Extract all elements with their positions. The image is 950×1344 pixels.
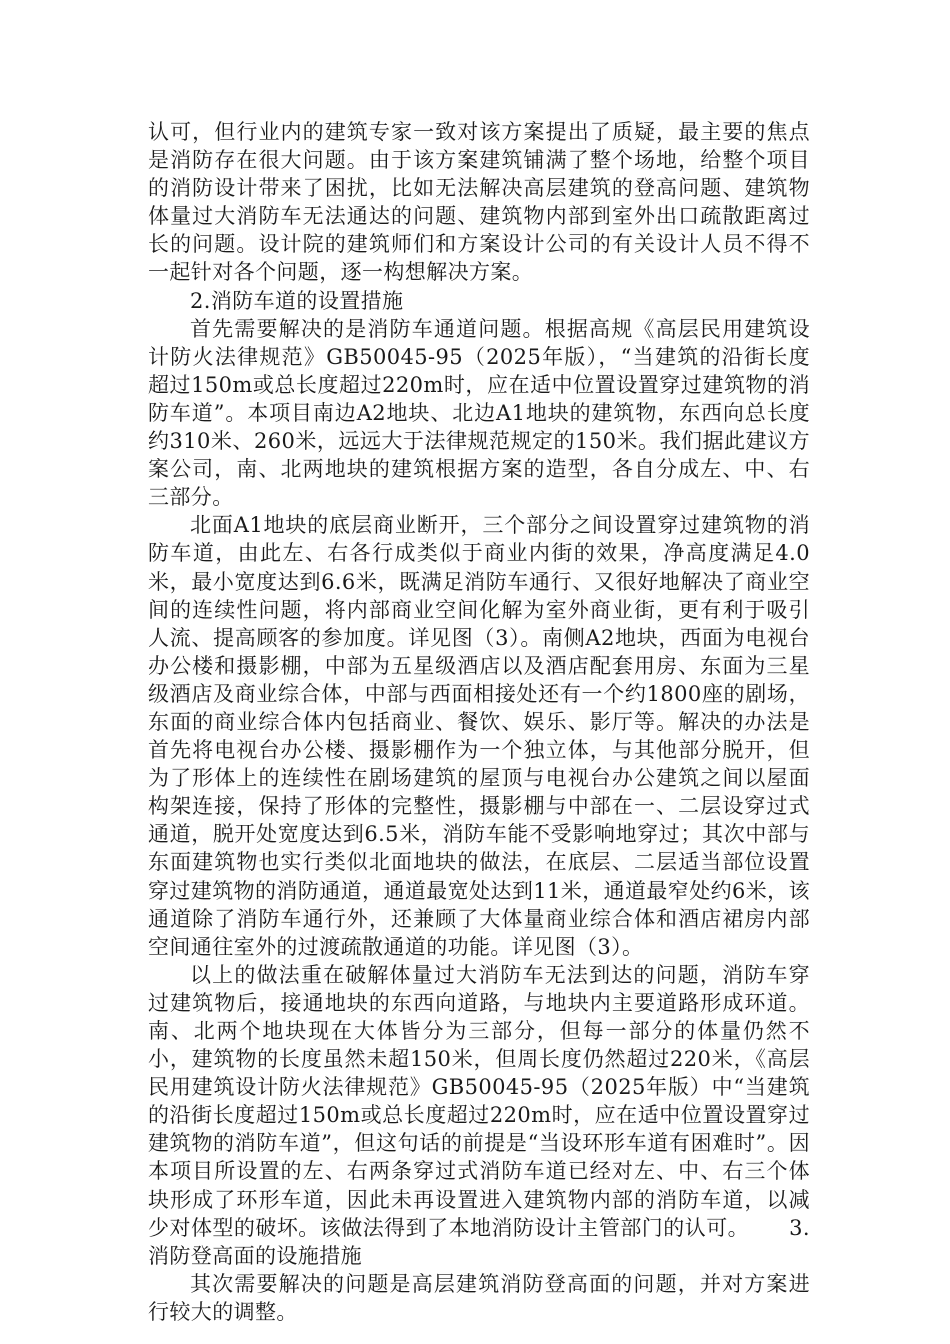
section-heading-fire-lane: 2.消防车道的设置措施 [190,288,404,313]
paragraph-fire-lane-code: 首先需要解决的是消防车通道问题。根据高规《高层民用建筑设计防火法律规范》GB50045-95（2025年版），“当建筑的沿街长度超过150m或总长度超过220m时，应在适中位置设置穿过建筑物的消防车道”。本项目南边A2地块、北边A1地块的建筑物，东西向总长度约310米、260米，远远大于法律规范规定的150米。我们据此建议方案公司，南、北两地块的建筑根据方案的造型，各自分成左、中、右三部分。 [148,316,810,510]
paragraph-north-south-plots: 北面A1地块的底层商业断开，三个部分之间设置穿过建筑物的消防车道，由此左、右各行成类似于商业内街的效果，净高度满足4.0米，最小宽度达到6.6米，既满足消防车通行、又很好地解决了商业空间的连续性问题，将内部商业空间化解为室外商业街，更有利于吸引人流、提高顾客的参加度。详见图（3）。南侧A2地块，西面为电视台办公楼和摄影棚，中部为五星级酒店以及酒店配套用房、东面为三星级酒店及商业综合体，中部与西面相接处还有一个约1800座的剧场，东面的商业综合体内包括商业、餐饮、娱乐、影厅等。解决的办法是首先将电视台办公楼、摄影棚作为一个独立体，与其他部分脱开，但为了形体上的连续性在剧场建筑的屋顶与电视台办公建筑之间以屋面构架连接，保持了形体的完整性，摄影棚与中部在一、二层设穿过式通道，脱开处宽度达到6.5米，消防车能不受影响地穿过；其次中部与东面建筑物也实行类似北面地块的做法，在底层、二层适当部位设置穿过建筑物的消防通道，通道最宽处达到11米，通道最窄处约6米，该通道除了消防车通行外，还兼顾了大体量商业综合体和酒店裙房内部空间通往室外的过渡疏散通道的功能。详见图（3）。 [148,513,810,959]
paragraph-climbing-face: 其次需要解决的问题是高层建筑消防登高面的问题，并对方案进行较大的调整。 [148,1271,810,1324]
section-heading-climbing-face: 3.消防登高面的设施措施 [148,1215,810,1268]
body-text [148,118,810,1326]
paragraph-intro: 认可，但行业内的建筑专家一致对该方案提出了质疑，最主要的焦点是消防存在很大问题。由于该方案建筑铺满了整个场地，给整个项目的消防设计带来了困扰，比如无法解决高层建筑的登高问题、建筑物体量过大消防车无法通达的问题、建筑物内部到室外出口疏散距离过长的问题。设计院的建筑师们和方案设计公司的有关设计人员不得不一起针对各个问题，逐一构想解决方案。 [148,120,810,285]
paragraph-ring-road [148,961,810,1270]
paragraph-ring-road-text: 以上的做法重在破解体量过大消防车无法到达的问题，消防车穿过建筑物后，接通地块的东西向道路，与地块内主要道路形成环道。南、北两个地块现在大体皆分为三部分，但每一部分的体量仍然不小，建筑物的长度虽然未超150米，但周长度仍然超过220米，《高层民用建筑设计防火法律规范》GB50045-95（2025年版）中“当建筑的沿街长度超过150m或总长度超过220m时，应在适中位置设置穿过建筑物的消防车道”，但这句话的前提是“当设环形车道有困难时”。因本项目所设置的左、右两条穿过式消防车道已经对左、中、右三个体块形成了环形车道，因此未再设置进入建筑物内部的消防车道，以减少对体型的破坏。该做法得到了本地消防设计主管部门的认可。 [148,962,810,1240]
